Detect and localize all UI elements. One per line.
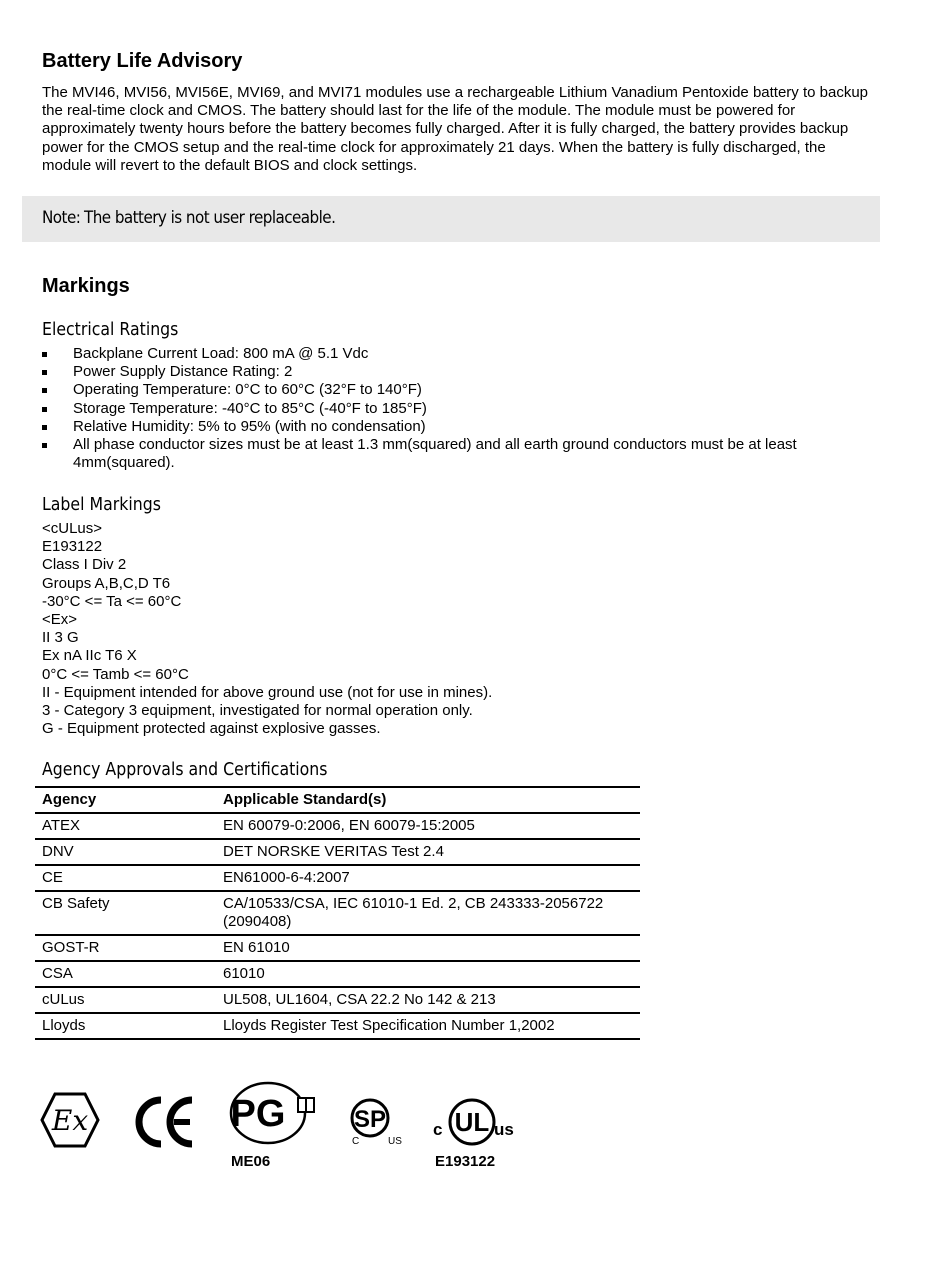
certification-logos [0,1080,950,1190]
column-header-standards: Applicable Standard(s) [223,791,387,808]
agency-cell: DNV [42,843,74,860]
svg-text:us: us [494,1120,514,1139]
battery-paragraph: The MVI46, MVI56, MVI56E, MVI69, and MVI71 modules use a rechargeable Lithium Vanadium Pentoxide battery to backup the real-time clock and CMOS. The battery should last for the life of the module. The module must be powered for approximately twenty hours before the battery becomes fully charged. After it is fully charged, the battery provides backup power for the CMOS setup and the real-time clock for approximately 21 days. When the battery is fully discharged, the module will revert to the default BIOS and clock settings. [42,84,869,174]
agency-cell: CB Safety [42,895,110,912]
label-line: II 3 G [42,629,79,647]
list-item: All phase conductor sizes must be at least 1.3 mm(squared) and all earth ground conductors must be at least 4mm(squared). [42,436,862,472]
battery-heading: Battery Life Advisory [42,50,243,72]
agency-heading: Agency Approvals and Certifications [42,760,328,780]
ce-mark-logo [134,1096,196,1148]
list-item: Operating Temperature: 0°C to 60°C (32°F to 140°F) [42,381,862,399]
culus-caption: E193122 [435,1153,496,1170]
list-item: Relative Humidity: 5% to 95% (with no condensation) [42,418,862,436]
svg-text:PG: PG [230,1093,286,1135]
csa-logo [346,1096,408,1148]
label-line: Groups A,B,C,D T6 [42,574,171,592]
bullet-icon [42,352,47,357]
list-item: Backplane Current Load: 800 mA @ 5.1 Vdc [42,345,862,363]
bullet-icon [42,425,47,430]
label-line: Class I Div 2 [42,556,127,574]
label-line: <cULus> [42,520,103,537]
electrical-ratings-list [42,345,862,472]
standard-cell: 61010 [223,965,265,982]
label-line: 0°C <= Tamb <= 60°C [42,665,189,683]
label-line: <Ex> [42,611,78,629]
bullet-icon [42,407,47,412]
agency-cell: cULus [42,991,85,1008]
standard-cell: EN61000-6-4:2007 [223,869,350,886]
table-row [35,987,640,1013]
gost-r-logo [228,1080,320,1146]
agency-cell: CE [42,869,63,886]
agency-cell: Lloyds [42,1017,86,1034]
standard-cell: EN 60079-0:2006, EN 60079-15:2005 [223,817,475,834]
label-markings-heading: Label Markings [42,495,161,515]
table-row [35,961,640,987]
culus-logo [432,1096,516,1150]
ex-hexagon-logo [40,1092,100,1148]
standard-cell: Lloyds Register Test Specification Number 1,2002 [223,1017,555,1034]
agency-cell: ATEX [42,817,81,834]
electrical-ratings-heading: Electrical Ratings [42,320,179,340]
table-row [35,891,640,935]
column-header-agency: Agency [42,791,97,808]
table-row [35,865,640,891]
svg-text:UL: UL [454,1107,490,1137]
label-line: 3 - Category 3 equipment, investigated for normal operation only. [42,702,473,720]
label-line: Ex nA IIc T6 X [42,647,137,665]
note-box [22,196,880,242]
table-row [35,935,640,961]
label-markings-lines [42,520,492,738]
label-line: E193122 [42,538,103,556]
gost-r-caption: ME06 [231,1153,271,1170]
label-line: II - Equipment intended for above ground use (not for use in mines). [42,683,493,701]
table-row [35,839,640,865]
note-label: Note: [42,208,81,227]
svg-text:SP: SP [353,1106,387,1133]
list-item: Power Supply Distance Rating: 2 [42,363,862,381]
bullet-icon [42,370,47,375]
agency-table [35,786,640,1040]
list-item: Storage Temperature: -40°C to 85°C (-40°F to 185°F) [42,400,862,418]
agency-cell: CSA [42,965,73,982]
table-header-row [35,787,640,813]
note-text [42,208,335,227]
standard-cell: UL508, UL1604, CSA 22.2 No 142 & 213 [223,991,496,1008]
bullet-icon [42,388,47,393]
svg-text:Ex: Ex [51,1104,89,1137]
standard-cell: CA/10533/CSA, IEC 61010-1 Ed. 2, CB 243333-2056722 (2090408) [223,895,604,930]
markings-heading: Markings [42,275,130,297]
table-row [35,1013,640,1039]
agency-cell: GOST-R [42,939,100,956]
svg-text:US: US [388,1136,402,1147]
svg-text:c: c [433,1120,443,1139]
standard-cell: DET NORSKE VERITAS Test 2.4 [223,843,444,860]
svg-text:C: C [352,1136,360,1147]
note-body: The battery is not user replaceable. [83,208,336,227]
label-line: -30°C <= Ta <= 60°C [42,592,182,610]
bullet-icon [42,443,47,448]
standard-cell: EN 61010 [223,939,290,956]
table-row [35,813,640,839]
label-line: G - Equipment protected against explosive gasses. [42,720,381,738]
